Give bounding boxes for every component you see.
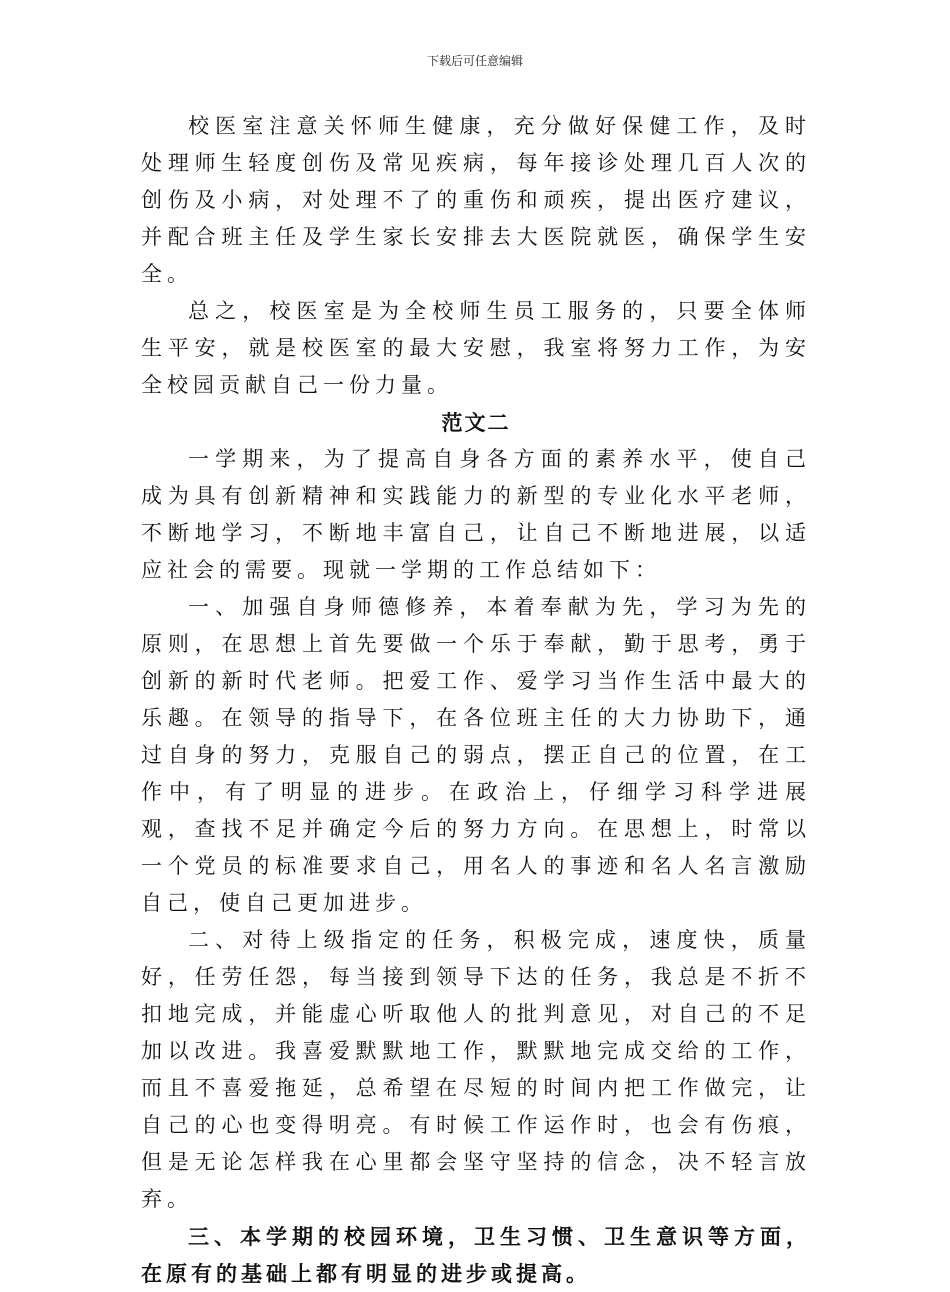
paragraph-intro: 一学期来，为了提高自身各方面的素养水平，使自己成为具有创新精神和实践能力的新型的专业化水平老师，不断地学习，不断地丰富自己，让自己不断地进展，以适应社会的需要。现就一学期的工作总结如下： — [141, 447, 811, 582]
paragraph-point-three: 三、本学期的校园环境，卫生习惯、卫生意识等方面，在原有的基础上都有明显的进步或提高。 — [141, 1224, 811, 1286]
section-title: 范文二 — [441, 410, 511, 435]
paragraph-point-one: 一、加强自身师德修养，本着奉献为先，学习为先的原则，在思想上首先要做一个乐于奉献，勤于思考，勇于创新的新时代老师。把爱工作、爱学习当作生活中最大的乐趣。在领导的指导下，在各位班主任的大力协助下，通过自身的努力，克服自己的弱点，摆正自己的位置，在工作中，有了明显的进步。在政治上，仔细学习科学进展观，查找不足并确定今后的努力方向。在思想上，时常以一个党员的标准要求自己，用名人的事迹和名人名言激励自己，使自己更加进步。 — [141, 595, 811, 915]
page-header: 下载后可任意编辑 — [426, 54, 523, 68]
paragraph-clinic-care: 校医室注意关怀师生健康，充分做好保健工作，及时处理师生轻度创伤及常见疾病，每年接诊处理几百人次的创伤及小病，对处理不了的重伤和顽疾，提出医疗建议，并配合班主任及学生家长安排去大医院就医，确保学生安全。 — [141, 114, 811, 286]
paragraph-point-two: 二、对待上级指定的任务，积极完成，速度快，质量好，任劳任怨，每当接到领导下达的任务，我总是不折不扣地完成，并能虚心听取他人的批判意见，对自己的不足加以改进。我喜爱默默地工作，默默地完成交给的工作，而且不喜爱拖延，总希望在尽短的时间内把工作做完，让自己的心也变得明亮。有时候工作运作时，也会有伤痕，但是无论怎样我在心里都会坚守坚持的信念，决不轻言放弃。 — [141, 928, 811, 1211]
document-body — [141, 108, 811, 1292]
paragraph-conclusion: 总之，校医室是为全校师生员工服务的，只要全体师生平安，就是校医室的最大安慰，我室将努力工作，为安全校园贡献自己一份力量。 — [141, 299, 811, 397]
